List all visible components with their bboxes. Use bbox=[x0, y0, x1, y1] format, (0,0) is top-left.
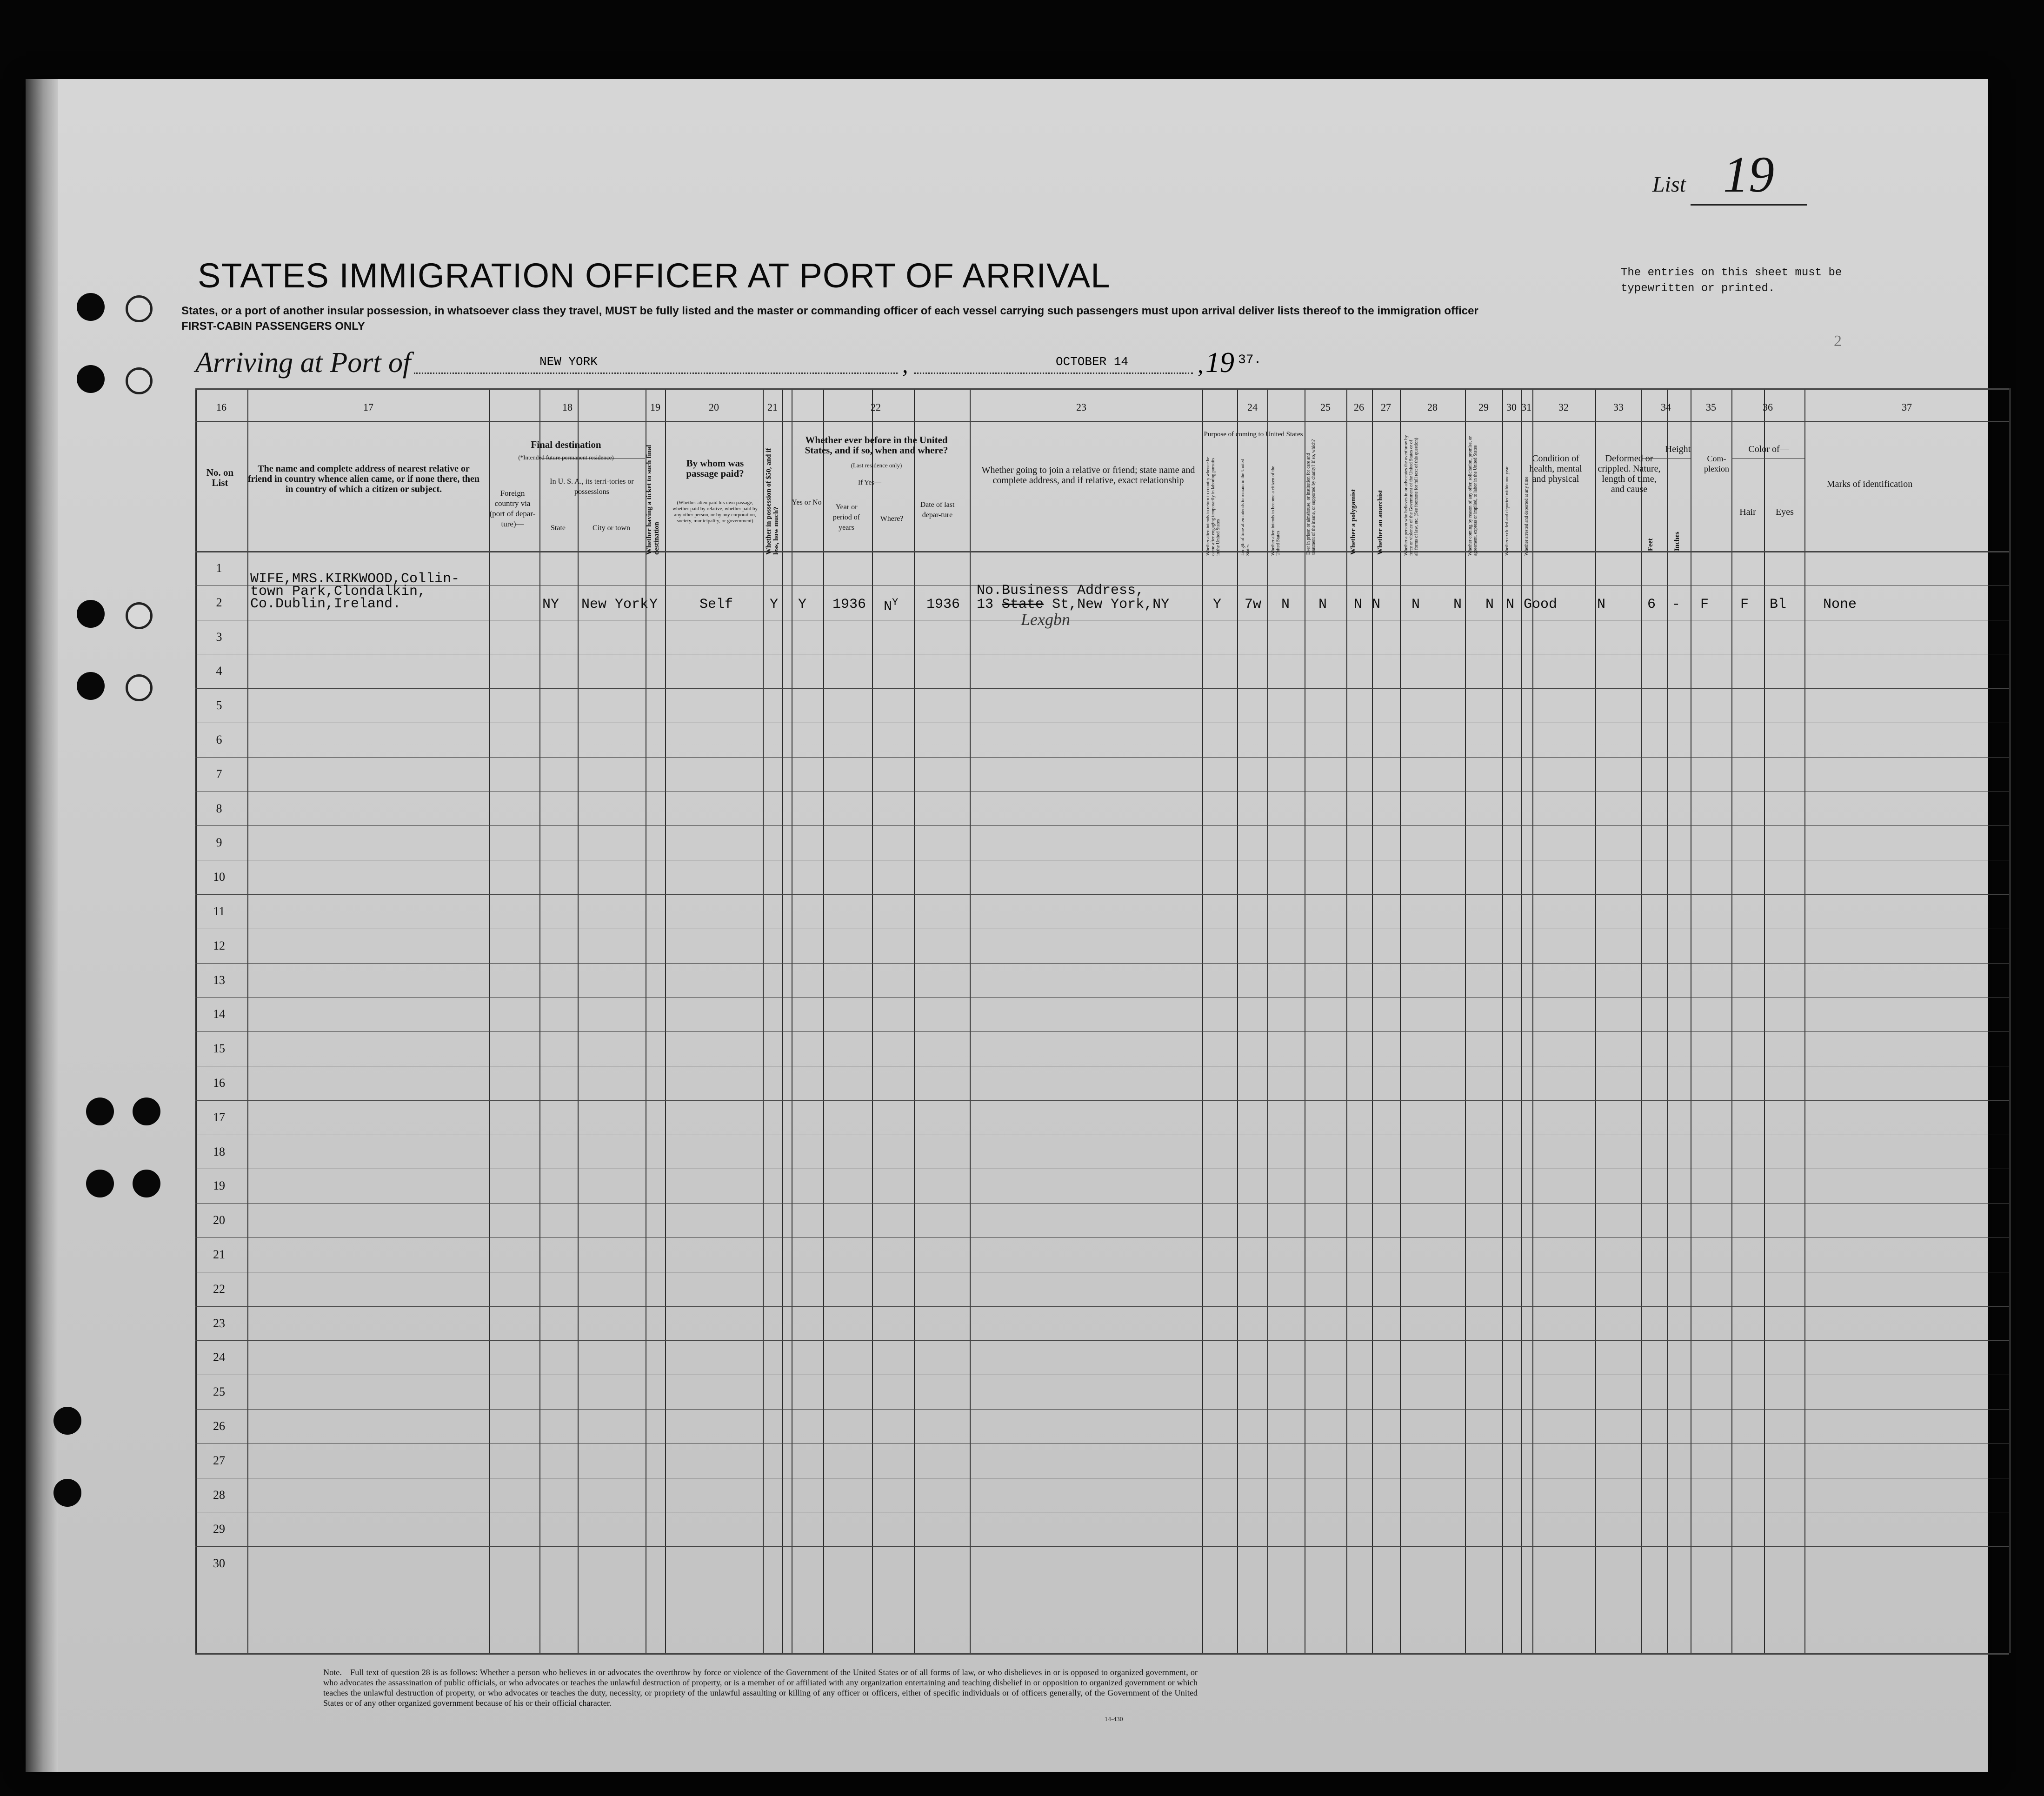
margin-mark: 2 bbox=[1834, 333, 1842, 350]
row-number: 1 bbox=[216, 561, 222, 575]
punch-hole bbox=[133, 1170, 160, 1197]
punch-hole bbox=[53, 1479, 81, 1507]
column-number: 16 bbox=[216, 401, 226, 413]
column-number: 36 bbox=[1763, 401, 1773, 413]
column-number: 37 bbox=[1902, 401, 1912, 413]
row-number: 16 bbox=[213, 1076, 225, 1090]
entry-where-sup: Y bbox=[892, 597, 899, 608]
grid-vline bbox=[539, 388, 540, 1653]
grid-vline bbox=[1764, 388, 1765, 1653]
entry-polygamist: N bbox=[1354, 597, 1363, 612]
column-number: 29 bbox=[1478, 401, 1489, 413]
row-number: 7 bbox=[216, 767, 222, 781]
punch-hole bbox=[126, 602, 153, 629]
header-last-residence: (Last residence only) bbox=[851, 462, 902, 469]
header-height: Height bbox=[1665, 444, 1691, 454]
row-number: 23 bbox=[213, 1316, 225, 1330]
row-number: 8 bbox=[216, 801, 222, 815]
arrival-port: NEW YORK bbox=[539, 355, 598, 369]
grid-vline bbox=[247, 388, 248, 1653]
row-number: 11 bbox=[213, 905, 225, 918]
header-purpose-c: Whether alien intends to become a citizen of the United States bbox=[1271, 466, 1281, 556]
punch-hole bbox=[77, 672, 105, 700]
entry-join-number: 13 bbox=[977, 597, 994, 612]
header-eyes: Eyes bbox=[1776, 507, 1794, 517]
row-number: 19 bbox=[213, 1179, 225, 1193]
entry-q30: N bbox=[1485, 597, 1494, 612]
grid-hline bbox=[195, 1653, 2009, 1655]
grid-vline bbox=[1521, 388, 1522, 1653]
date-dotted-line bbox=[914, 373, 1193, 374]
header-polygamist: Whether a polygamist bbox=[1350, 489, 1357, 555]
row-number: 30 bbox=[213, 1557, 225, 1570]
arrival-year-suffix: 37. bbox=[1238, 353, 1262, 367]
grid-vline bbox=[763, 388, 764, 1653]
row-number: 21 bbox=[213, 1248, 225, 1261]
row-number: 13 bbox=[213, 973, 225, 987]
grid-vline bbox=[1667, 388, 1668, 1653]
first-cabin-label: FIRST-CABIN PASSENGERS ONLY bbox=[181, 320, 365, 333]
entry-condition: Good bbox=[1524, 597, 1558, 612]
form-title: STATES IMMIGRATION OFFICER AT PORT OF ARRIVAL bbox=[198, 256, 1111, 295]
column-number: 25 bbox=[1320, 401, 1331, 413]
row-number: 27 bbox=[213, 1453, 225, 1467]
punch-hole bbox=[86, 1098, 114, 1125]
row-number: 20 bbox=[213, 1213, 225, 1227]
punch-hole bbox=[77, 600, 105, 628]
entry-relative-line3: Co.Dublin,Ireland. bbox=[250, 596, 401, 612]
header-year-period: Year or period of years bbox=[832, 503, 860, 532]
header-where: Where? bbox=[880, 515, 904, 523]
entry-inches: - bbox=[1672, 597, 1681, 612]
row-number: 2 bbox=[216, 595, 222, 609]
header-in-usa: In U. S. A., its terri-tories or possessions bbox=[550, 478, 634, 496]
column-number: 26 bbox=[1354, 401, 1364, 413]
entry-marks: None bbox=[1823, 597, 1857, 612]
entry-prison: N bbox=[1318, 597, 1327, 612]
row-number: 10 bbox=[213, 870, 225, 884]
grid-vline bbox=[1372, 388, 1373, 1653]
form-code-bottom: 14-430 bbox=[1105, 1716, 1123, 1723]
list-number: 19 bbox=[1691, 145, 1807, 206]
column-number: 35 bbox=[1706, 401, 1716, 413]
header-ticket: Whether having a ticket to such final destination bbox=[646, 445, 660, 555]
header-anarchist: Whether an anarchist bbox=[1377, 490, 1384, 555]
entry-join-line2 bbox=[977, 597, 1169, 612]
arrival-year-prefix: 19 bbox=[1205, 347, 1234, 379]
header-final-destination: Final destination bbox=[531, 439, 601, 450]
row-number: 28 bbox=[213, 1488, 225, 1502]
form-subtitle: States, or a port of another insular possession, in whatsoever class they travel, MUST be fully listed and the master or commanding officer of each vessel carrying such passengers must upon arrival deliver lists thereof to the immigration officer bbox=[181, 305, 1478, 317]
grid-hline bbox=[195, 1031, 2009, 1032]
entry-purpose-b: 7w bbox=[1245, 597, 1262, 612]
entry-possession-50: Y bbox=[770, 597, 779, 612]
punch-hole bbox=[126, 367, 153, 394]
column-number: 33 bbox=[1613, 401, 1624, 413]
header-foreign-country: Foreign country via (port of depar-ture)— bbox=[489, 489, 536, 528]
entry-q28: N bbox=[1411, 597, 1420, 612]
grid-hline bbox=[195, 388, 2009, 390]
entry-ticket: Y bbox=[649, 597, 658, 612]
grid-vline bbox=[489, 388, 490, 1653]
punch-hole bbox=[77, 365, 105, 393]
row-number: 6 bbox=[216, 733, 222, 746]
header-purpose-a: Whether alien intends to return to country whence he came after engaging temporarily in laboring pursuits in the United States bbox=[1205, 457, 1221, 556]
column-number: 28 bbox=[1427, 401, 1438, 413]
header-q30: Whether excluded and deported within one year bbox=[1505, 466, 1510, 556]
entry-feet: 6 bbox=[1647, 597, 1656, 612]
grid-vline bbox=[1465, 388, 1466, 1653]
entry-q31: N bbox=[1506, 597, 1515, 612]
punch-hole bbox=[133, 1098, 160, 1125]
entry-relative-line2: town Park,Clondalkin, bbox=[250, 584, 426, 599]
column-number: 31 bbox=[1521, 401, 1531, 413]
header-q29: Whether coming by reason of any offer, solicitation, promise, or agreement, express or implied, to labor in the United States bbox=[1468, 436, 1478, 556]
punch-hole bbox=[86, 1170, 114, 1197]
header-condition: Condition of health, mental and physical bbox=[1529, 453, 1582, 484]
row-number: 15 bbox=[213, 1042, 225, 1056]
grid-vline bbox=[2009, 388, 2011, 1653]
column-number: 30 bbox=[1506, 401, 1517, 413]
grid-vline bbox=[1731, 388, 1732, 1653]
row-number: 22 bbox=[213, 1282, 225, 1296]
entry-relative-line1: WIFE,MRS.KIRKWOOD,Collin- bbox=[250, 571, 460, 587]
header-passage-paid: By whom was passage paid? bbox=[686, 458, 744, 479]
grid-vline bbox=[665, 388, 666, 1653]
grid-vline bbox=[872, 388, 873, 1653]
column-number: 34 bbox=[1661, 401, 1671, 413]
header-q31: Whether arrested and deported at any time bbox=[1524, 477, 1529, 556]
entry-complexion: F bbox=[1700, 597, 1709, 612]
column-number: 17 bbox=[363, 401, 373, 413]
entry-purpose-c: N bbox=[1281, 597, 1290, 612]
header-date-departure: Date of last depar-ture bbox=[920, 501, 955, 519]
header-color-of: Color of— bbox=[1748, 444, 1789, 454]
grid-hline bbox=[195, 1340, 2009, 1341]
manifest-sheet bbox=[26, 79, 1988, 1772]
row-number: 17 bbox=[213, 1110, 225, 1124]
port-dotted-line bbox=[414, 373, 898, 374]
grid-hline bbox=[195, 1203, 2009, 1204]
list-number-area bbox=[1652, 145, 1807, 206]
row-number: 24 bbox=[213, 1350, 225, 1364]
column-number: 19 bbox=[650, 401, 660, 413]
row-number: 4 bbox=[216, 664, 222, 678]
grid-hline bbox=[195, 963, 2009, 964]
grid-vline bbox=[1400, 388, 1401, 1653]
entry-state: NY bbox=[542, 597, 559, 612]
grid-vline bbox=[823, 388, 824, 1653]
header-state: State bbox=[551, 524, 566, 532]
grid-vline bbox=[1346, 388, 1347, 1653]
entry-join-address: St,New York,NY bbox=[1052, 597, 1170, 612]
header-city: City or town bbox=[593, 524, 630, 532]
entry-join-line1: No.Business Address, bbox=[977, 583, 1145, 599]
footnote: Note.—Full text of question 28 is as follows: Whether a person who believes in or advocates the overthrow by force or violence of the Government of the United States or of all forms of law, or who disbelieves in or is opposed to organized government, or who advocates the assassination of public officials, or who advocates or teaches the unlawful destruction of property, or is a member of or affiliated with any organization entertaining and teaching disbelief in or opposition to organized government or which teaches the unlawful destruction of property, or who advocates or teaches the duty, necessity, or propriety of the unlawful assaulting or killing of any officer or officers, either of specific individuals or of officers generally, of the Government of the United States or of any other organized government because of his or their official character. bbox=[323, 1668, 1198, 1708]
grid-hline bbox=[195, 825, 2009, 826]
entry-passage: Self bbox=[699, 597, 733, 612]
header-nearest-relative: The name and complete address of nearest relative or friend in country whence alien came, or if none there, then in country of which a citizen or subject. bbox=[247, 464, 480, 494]
grid-hline bbox=[195, 757, 2009, 758]
grid-vline bbox=[1237, 388, 1238, 1653]
grid-vline bbox=[914, 388, 915, 1653]
punch-hole bbox=[53, 1407, 81, 1435]
column-number: 23 bbox=[1076, 401, 1086, 413]
header-prison: Ever in prison or almshouse, or institution for care and treatment of the insane, or supported by charity? If so, which? bbox=[1306, 439, 1316, 555]
grid-vline bbox=[782, 388, 783, 1653]
header-deformed: Deformed or crippled. Nature, length of time, and cause bbox=[1598, 453, 1661, 494]
header-final-destination-note: (*Intended future permanent residence) bbox=[518, 454, 614, 461]
column-number: 20 bbox=[709, 401, 719, 413]
arrival-date: OCTOBER 14 bbox=[1056, 355, 1129, 369]
row-number: 3 bbox=[216, 630, 222, 644]
entry-departure: 1936 bbox=[926, 597, 960, 612]
header-complexion: Com-plexion bbox=[1704, 454, 1729, 473]
grid-vline bbox=[1202, 388, 1203, 1653]
column-number: 24 bbox=[1247, 401, 1258, 413]
arrival-line bbox=[195, 346, 1358, 379]
row-number: 9 bbox=[216, 836, 222, 850]
header-purpose-b: Length of time alien intends to remain in the United States bbox=[1240, 459, 1251, 556]
row-number: 14 bbox=[213, 1007, 225, 1021]
header-joining-relative: Whether going to join a relative or friend; state name and complete address, and if relative, exact relationship bbox=[981, 465, 1195, 486]
grid-vline bbox=[578, 388, 579, 1653]
grid-hline bbox=[195, 1443, 2009, 1444]
row-number: 25 bbox=[213, 1385, 225, 1399]
grid-hline bbox=[1731, 458, 1804, 459]
entries-note: The entries on this sheet must be typewritten or printed. bbox=[1621, 266, 1842, 295]
entry-year: 1936 bbox=[832, 597, 866, 612]
header-yes-or-no: Yes or No bbox=[792, 499, 822, 506]
column-number: 27 bbox=[1381, 401, 1391, 413]
grid-hline bbox=[195, 421, 2009, 422]
header-inches: Inches bbox=[1673, 532, 1681, 551]
grid-vline bbox=[1502, 388, 1503, 1653]
grid-vline bbox=[1267, 388, 1268, 1653]
grid-hline bbox=[195, 894, 2009, 895]
row-number: 18 bbox=[213, 1144, 225, 1158]
header-marks: Marks of identification bbox=[1826, 479, 1913, 489]
header-if-yes: If Yes— bbox=[858, 479, 881, 486]
entry-anarchist: N bbox=[1372, 597, 1381, 612]
grid-vline bbox=[1595, 388, 1596, 1653]
grid-vline bbox=[970, 388, 971, 1653]
punch-hole bbox=[126, 295, 153, 322]
entry-city: New York bbox=[581, 597, 649, 612]
grid-hline bbox=[195, 688, 2009, 689]
header-purpose: Purpose of coming to United States bbox=[1204, 431, 1303, 438]
row-number: 29 bbox=[213, 1522, 225, 1536]
separator: , bbox=[1198, 352, 1204, 378]
entry-join-struck: State bbox=[1002, 597, 1044, 612]
punch-hole bbox=[77, 293, 105, 321]
entry-deformed: N bbox=[1597, 597, 1606, 612]
entry-q29: N bbox=[1453, 597, 1462, 612]
column-number: 18 bbox=[562, 401, 573, 413]
entry-ever-before: Y bbox=[798, 597, 807, 612]
column-number: 22 bbox=[871, 401, 881, 413]
header-no-on-list: No. on List bbox=[206, 467, 234, 488]
punch-hole bbox=[126, 674, 153, 701]
column-number: 32 bbox=[1558, 401, 1569, 413]
header-hair: Hair bbox=[1739, 507, 1756, 517]
entry-where bbox=[884, 597, 898, 615]
grid-hline bbox=[195, 997, 2009, 998]
arriving-label: Arriving at Port of bbox=[195, 347, 411, 379]
grid-vline bbox=[1804, 388, 1805, 1653]
entry-where-value: N bbox=[884, 599, 892, 615]
entry-purpose-a: Y bbox=[1213, 597, 1222, 612]
grid-vline bbox=[1532, 388, 1533, 1653]
row-number: 26 bbox=[213, 1419, 225, 1433]
header-ever-before: Whether ever before in the United States, and if so, when and where? bbox=[805, 434, 948, 456]
header-possession-50: Whether in possession of $50, and if less, how much? bbox=[765, 448, 780, 555]
grid-hline bbox=[195, 1546, 2009, 1547]
grid-vline bbox=[1641, 388, 1642, 1653]
binding-edge bbox=[26, 79, 58, 1772]
row-number: 12 bbox=[213, 938, 225, 952]
entry-eyes: Bl bbox=[1770, 597, 1787, 612]
list-label: List bbox=[1652, 172, 1686, 197]
column-number: 21 bbox=[767, 401, 778, 413]
header-q28: Whether a person who believes in or advocates the overthrow by force or violence of the Government of the United States or of all forms of law, etc. (See footnote for full text of this question) bbox=[1404, 435, 1419, 556]
grid-hline bbox=[195, 1237, 2009, 1238]
entry-join-handwritten: Lexgbn bbox=[1021, 610, 1070, 629]
grid-hline bbox=[195, 551, 2009, 552]
entry-hair: F bbox=[1740, 597, 1749, 612]
grid-hline bbox=[195, 1306, 2009, 1307]
row-number: 5 bbox=[216, 698, 222, 712]
grid-hline bbox=[195, 1100, 2009, 1101]
header-passage-note: (Whether alien paid his own passage, whether paid by relative, whether paid by any other person, or by any corporation, society, municipality, or government) bbox=[672, 500, 758, 524]
separator: , bbox=[902, 352, 908, 378]
grid-hline bbox=[195, 1409, 2009, 1410]
header-feet: Feet bbox=[1647, 538, 1654, 551]
